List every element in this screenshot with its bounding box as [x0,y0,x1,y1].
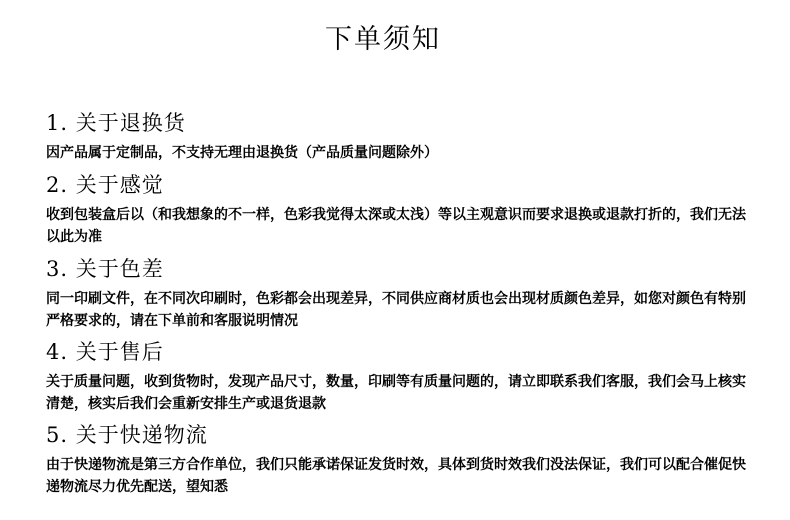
section-body: 收到包装盒后以（和我想象的不一样，色彩我觉得太深或太浅）等以主观意识而要求退换或退款打折的，我们无法以此为准 [46,207,746,245]
section-heading: 3. 关于色差 [46,257,164,281]
section-heading: 2. 关于感觉 [46,173,164,197]
section-heading: 4. 关于售后 [46,340,164,364]
page-title: 下单须知 [325,24,441,55]
section-body: 由于快递物流是第三方合作单位，我们只能承诺保证发货时效，具体到货时效我们没法保证，我们可以配合催促快递物流尽力优先配送，望知悉 [46,457,746,495]
section-heading: 1. 关于退换货 [46,111,186,135]
section-body: 因产品属于定制品，不支持无理由退换货（产品质量问题除外） [46,145,438,161]
section-body: 同一印刷文件，在不同次印刷时，色彩都会出现差异，不同供应商材质也会出现材质颜色差异，如您对颜色有特别严格要求的，请在下单前和客服说明情况 [46,291,746,329]
section-body: 关于质量问题，收到货物时，发现产品尺寸，数量，印刷等有质量问题的，请立即联系我们客服，我们会马上核实清楚，核实后我们会重新安排生产或退货退款 [46,374,746,412]
section-heading: 5. 关于快递物流 [46,423,208,447]
